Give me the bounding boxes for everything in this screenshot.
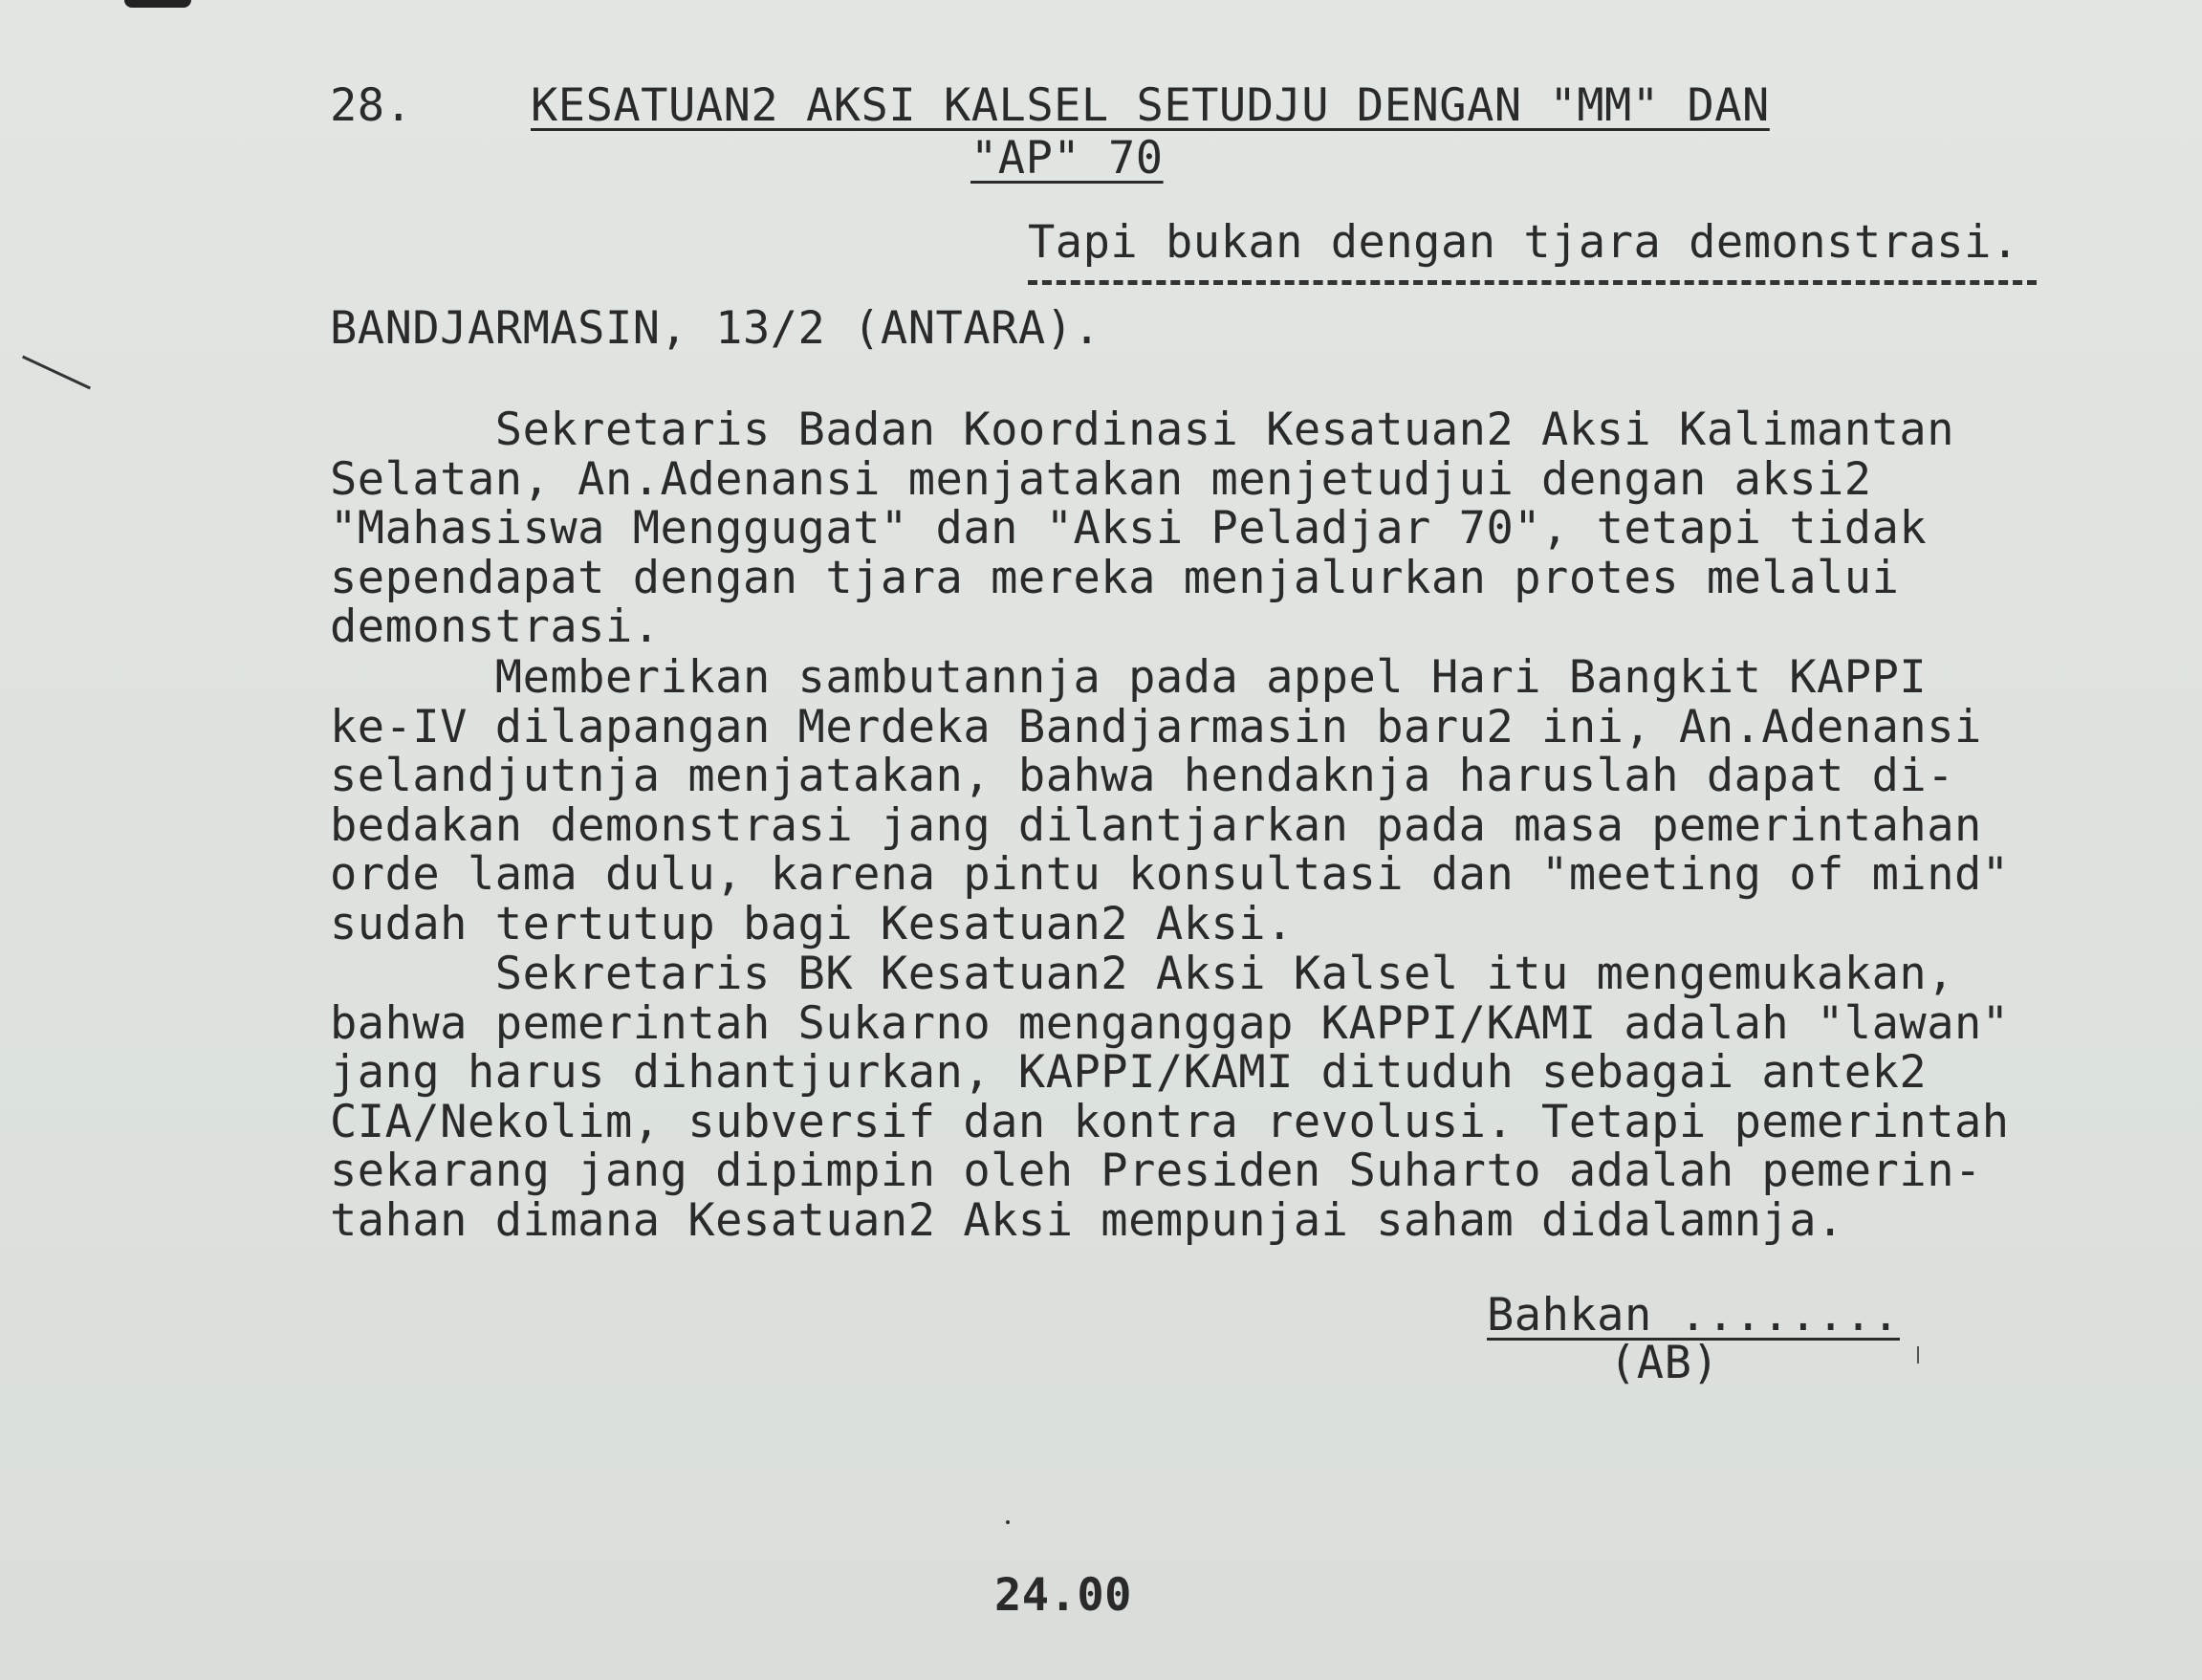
paragraph-line: CIA/Nekolim, subversif dan kontra revolusi. Tetapi pemerintah	[330, 1095, 2010, 1148]
paragraph-line: ke-IV dilapangan Merdeka Bandjarmasin baru2 ini, An.Adenansi	[330, 700, 1982, 753]
paragraph-line: Sekretaris BK Kesatuan2 Aksi Kalsel itu mengemukakan,	[330, 948, 1954, 1000]
paragraph-line: jang harus dihantjurkan, KAPPI/KAMI dituduh sebagai antek2	[330, 1046, 1928, 1099]
paragraph-line: bedakan demonstrasi jang dilantjarkan pada masa pemerintahan	[330, 798, 1982, 852]
margin-pencil-mark	[22, 356, 91, 390]
paragraph-2	[330, 653, 2127, 949]
paragraph-line: sekarang jang dipimpin oleh Presiden Suharto adalah pemerin-	[330, 1145, 1982, 1197]
dateline: BANDJARMASIN, 13/2 (ANTARA).	[330, 302, 1101, 355]
paragraph-line: bahwa pemerintah Sukarno menganggap KAPPI/KAMI adalah "lawan"	[330, 996, 2010, 1050]
paragraph-line: selandjutnja menjatakan, bahwa hendaknja haruslah dapat di-	[330, 750, 1954, 802]
paragraph-1	[330, 405, 2127, 652]
subheadline: Tapi bukan dengan tjara demonstrasi.	[1028, 216, 2019, 269]
item-number: 28.	[330, 79, 413, 132]
paragraph-line: tahan dimana Kesatuan2 Aksi mempunjai saham didalamnja.	[330, 1193, 1844, 1247]
author-initials: (AB)	[1609, 1337, 1720, 1389]
paragraph-line: orde lama dulu, karena pintu konsultasi dan "meeting of mind"	[330, 848, 2010, 901]
paragraph-line: sudah tertutup bagi Kesatuan2 Aksi.	[330, 897, 1294, 950]
headline-line-1: KESATUAN2 AKSI KALSEL SETUDJU DENGAN "MM" DAN	[531, 79, 1770, 132]
stray-dot	[1006, 1520, 1010, 1524]
ink-mark	[1917, 1346, 1919, 1364]
paragraph-line: demonstrasi.	[330, 600, 661, 653]
paragraph-line: Selatan, An.Adenansi menjatakan menjetudjui dengan aksi2	[330, 452, 1872, 506]
paragraph-line: Memberikan sambutannja pada appel Hari Bangkit KAPPI	[330, 651, 1928, 704]
subheadline-dashed-rule	[1028, 280, 2037, 285]
paragraph-line: "Mahasiswa Menggugat" dan "Aksi Peladjar 70", tetapi tidak	[330, 502, 1928, 555]
paragraph-line: Sekretaris Badan Koordinasi Kesatuan2 Aksi Kalimantan	[330, 404, 1954, 456]
continuation-marker: Bahkan ........	[1487, 1289, 1900, 1342]
paragraph-3	[330, 949, 2127, 1245]
headline-line-2: "AP" 70	[970, 132, 1164, 185]
paragraph-line: sependapat dengan tjara mereka menjalurkan protes melalui	[330, 551, 1900, 604]
scan-corner-mark	[124, 0, 191, 8]
page-marker: 24.00	[994, 1569, 1132, 1622]
